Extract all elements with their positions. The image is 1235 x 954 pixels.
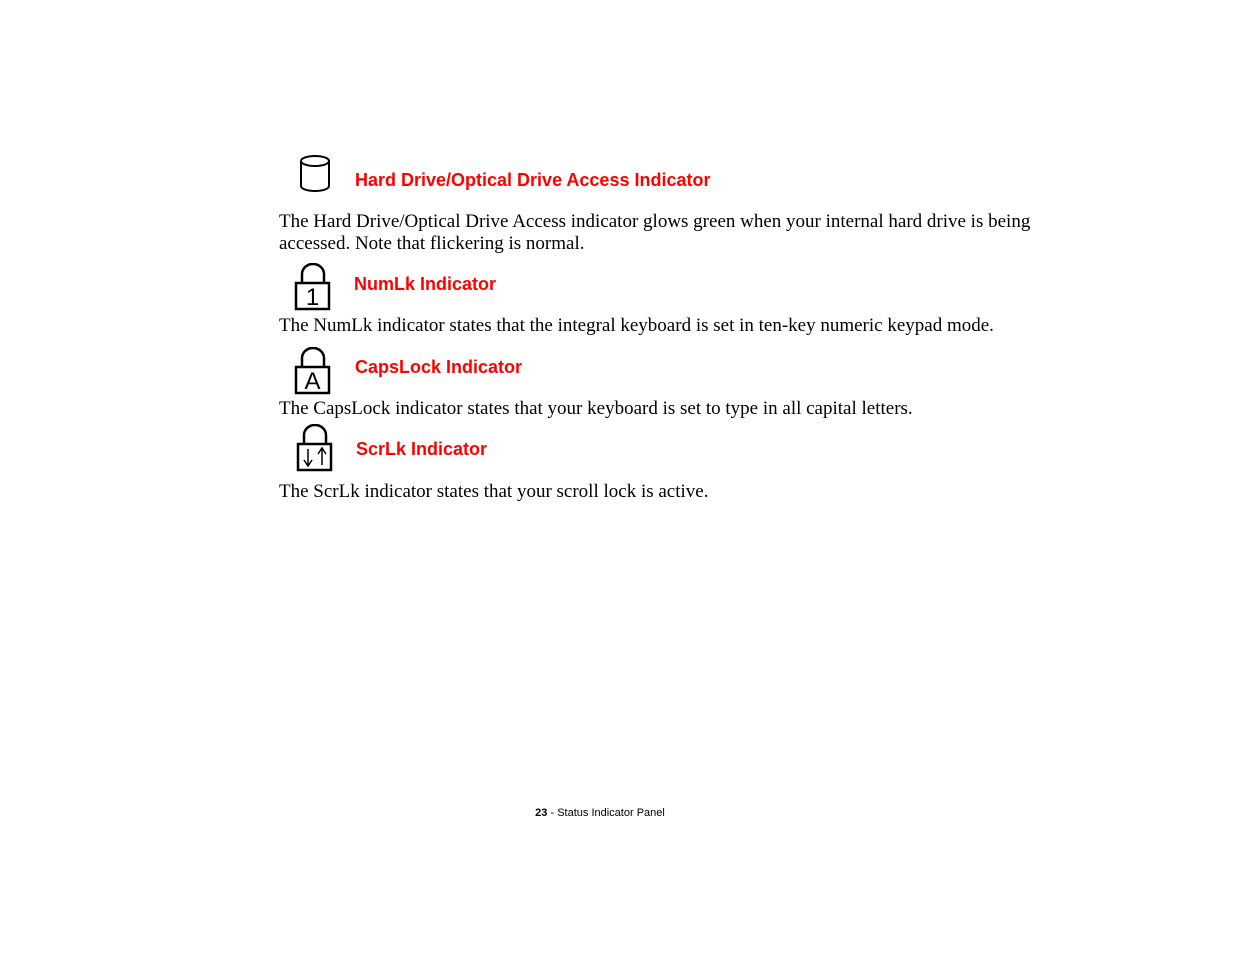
numlock-icon-glyph: 1: [305, 284, 320, 311]
hard-drive-description: The Hard Drive/Optical Drive Access indicator glows green when your internal hard drive is being accessed. Note that flickering is normal.: [279, 211, 1031, 254]
numlock-padlock-icon: [293, 263, 333, 311]
page-number: 23: [535, 807, 548, 819]
footer-section-title: Status Indicator Panel: [557, 807, 665, 819]
page-footer: [0, 807, 1200, 819]
scrolllock-heading: ScrLk Indicator: [356, 439, 488, 459]
scrolllock-padlock-icon: [295, 424, 335, 472]
numlock-description: The NumLk indicator states that the integral keyboard is set in ten-key numeric keypad mode.: [279, 315, 994, 336]
numlock-heading: NumLk Indicator: [354, 274, 497, 294]
footer-separator: -: [547, 807, 558, 819]
capslock-description: The CapsLock indicator states that your keyboard is set to type in all capital letters.: [279, 398, 913, 419]
hard-drive-heading: Hard Drive/Optical Drive Access Indicator: [355, 170, 711, 190]
capslock-heading: CapsLock Indicator: [355, 357, 523, 377]
capslock-icon-glyph: A: [304, 368, 321, 395]
scrolllock-description: The ScrLk indicator states that your scroll lock is active.: [279, 481, 709, 502]
hard-drive-cylinder-icon: [298, 154, 332, 194]
capslock-padlock-icon: [293, 347, 333, 395]
